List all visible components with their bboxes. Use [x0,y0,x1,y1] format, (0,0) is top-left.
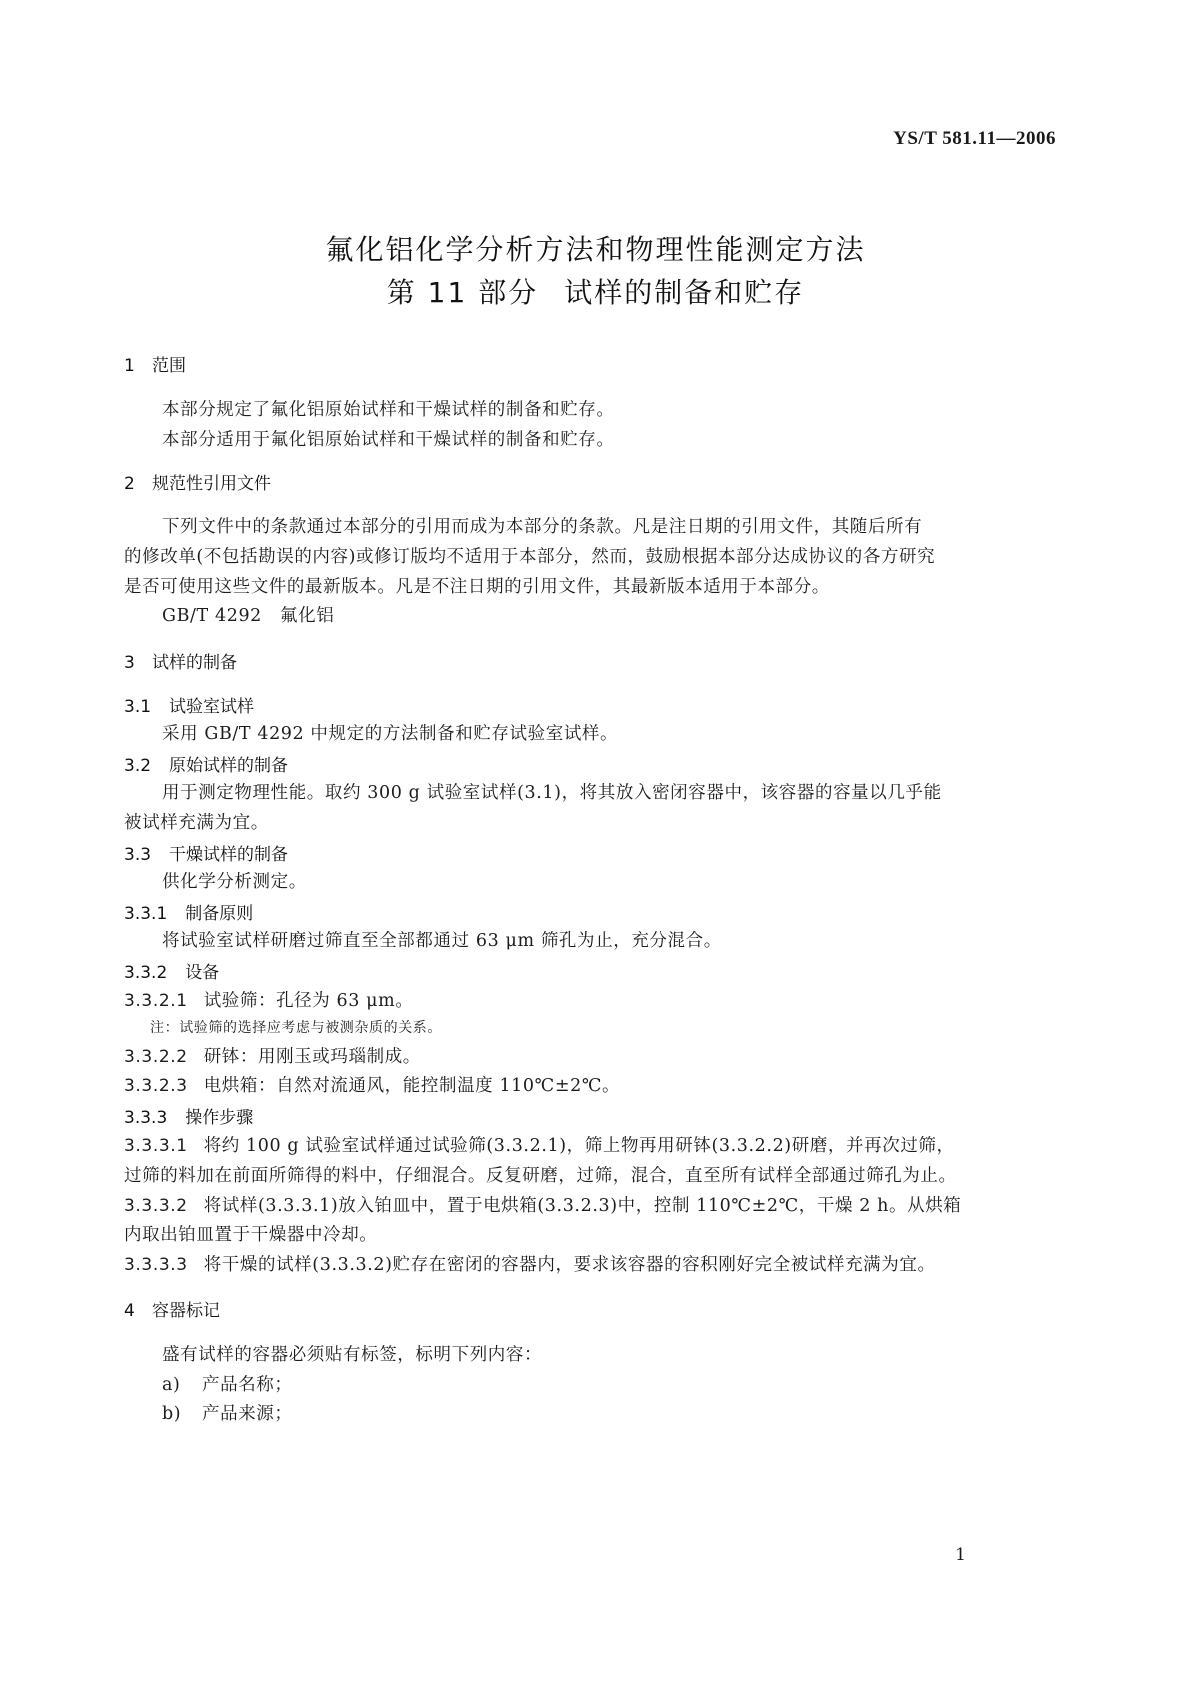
section-3-3-3-heading: 3.3.3 操作步骤 [124,1108,254,1128]
normative-reference: GB/T 4292 氟化铝 [162,606,335,626]
clause-3-3-2-2: 3.3.2.2 研钵：用刚玉或玛瑙制成。 [124,1047,421,1067]
section-1-paragraph: 本部分适用于氟化铝原始试样和干燥试样的制备和贮存。 [162,430,615,450]
clause-3-3-3-2-continued: 内取出铂皿置于干燥器中冷却。 [124,1225,378,1245]
section-1-paragraph: 本部分规定了氟化铝原始试样和干燥试样的制备和贮存。 [162,400,615,420]
section-4-heading: 4 容器标记 [124,1301,220,1321]
clause-3-3-2-3: 3.3.2.3 电烘箱：自然对流通风，能控制温度 110℃±2℃。 [124,1076,621,1096]
section-3-3-heading: 3.3 干燥试样的制备 [124,845,289,865]
clause-3-3-3-3: 3.3.3.3 将干燥的试样(3.3.3.2)贮存在密闭的容器内，要求该容器的容积刚好完全被试样充满为宜。 [124,1255,936,1275]
standard-code: YS/T 581.11—2006 [893,128,1056,149]
page-number: 1 [955,1545,966,1565]
section-3-1-heading: 3.1 试验室试样 [124,697,255,717]
section-2-paragraph: 是否可使用这些文件的最新版本。凡是不注日期的引用文件，其最新版本适用于本部分。 [124,577,830,597]
document-subtitle [0,271,1191,311]
section-2-paragraph: 的修改单(不包括勘误的内容)或修订版均不适用于本部分，然而，鼓励根据本部分达成协议的各方研究 [124,547,936,567]
clause-3-3-3-1-continued: 过筛的料加在前面所筛得的料中，仔细混合。反复研磨，过筛，混合，直至所有试样全部通过筛孔为止。 [124,1166,957,1186]
part-name: 试样的制备和贮存 [564,276,805,309]
section-3-3-1-heading: 3.3.1 制备原则 [124,904,254,924]
section-3-heading: 3 试样的制备 [124,653,237,673]
section-3-2-heading: 3.2 原始试样的制备 [124,756,289,776]
section-3-3-2-heading: 3.3.2 设备 [124,963,220,983]
section-3-2-paragraph: 被试样充满为宜。 [124,813,269,833]
list-item: a) 产品名称； [162,1375,293,1395]
section-2-paragraph: 下列文件中的条款通过本部分的引用而成为本部分的条款。凡是注日期的引用文件，其随后所有 [162,517,923,537]
clause-3-3-3-2: 3.3.3.2 将试样(3.3.3.1)放入铂皿中，置于电烘箱(3.3.2.3)中，控制 110℃±2℃，干燥 2 h。从烘箱 [124,1196,962,1216]
clause-3-3-3-1: 3.3.3.1 将约 100 g 试验室试样通过试验筛(3.3.2.1)，筛上物再用研钵(3.3.2.2)研磨，并再次过筛， [124,1136,955,1156]
section-4-paragraph: 盛有试样的容器必须贴有标签，标明下列内容： [162,1345,543,1365]
section-3-3-paragraph: 供化学分析测定。 [162,872,307,892]
section-1-heading: 1 范围 [124,356,186,376]
clause-3-3-2-1: 3.3.2.1 试验筛：孔径为 63 μm。 [124,991,414,1011]
note: 注：试验筛的选择应考虑与被测杂质的关系。 [150,1020,442,1036]
section-3-3-1-paragraph: 将试验室试样研磨过筛直至全部都通过 63 μm 筛孔为止，充分混合。 [162,931,722,951]
section-2-heading: 2 规范性引用文件 [124,474,271,494]
section-3-2-paragraph: 用于测定物理性能。取约 300 g 试验室试样(3.1)，将其放入密闭容器中，该容器的容量以几乎能 [162,783,942,803]
document-title: 氟化铝化学分析方法和物理性能测定方法 [325,233,866,266]
part-number: 第 11 部分 [386,276,539,309]
section-3-1-paragraph: 采用 GB/T 4292 中规定的方法制备和贮存试验室试样。 [162,724,619,744]
list-item: b) 产品来源； [162,1404,293,1424]
